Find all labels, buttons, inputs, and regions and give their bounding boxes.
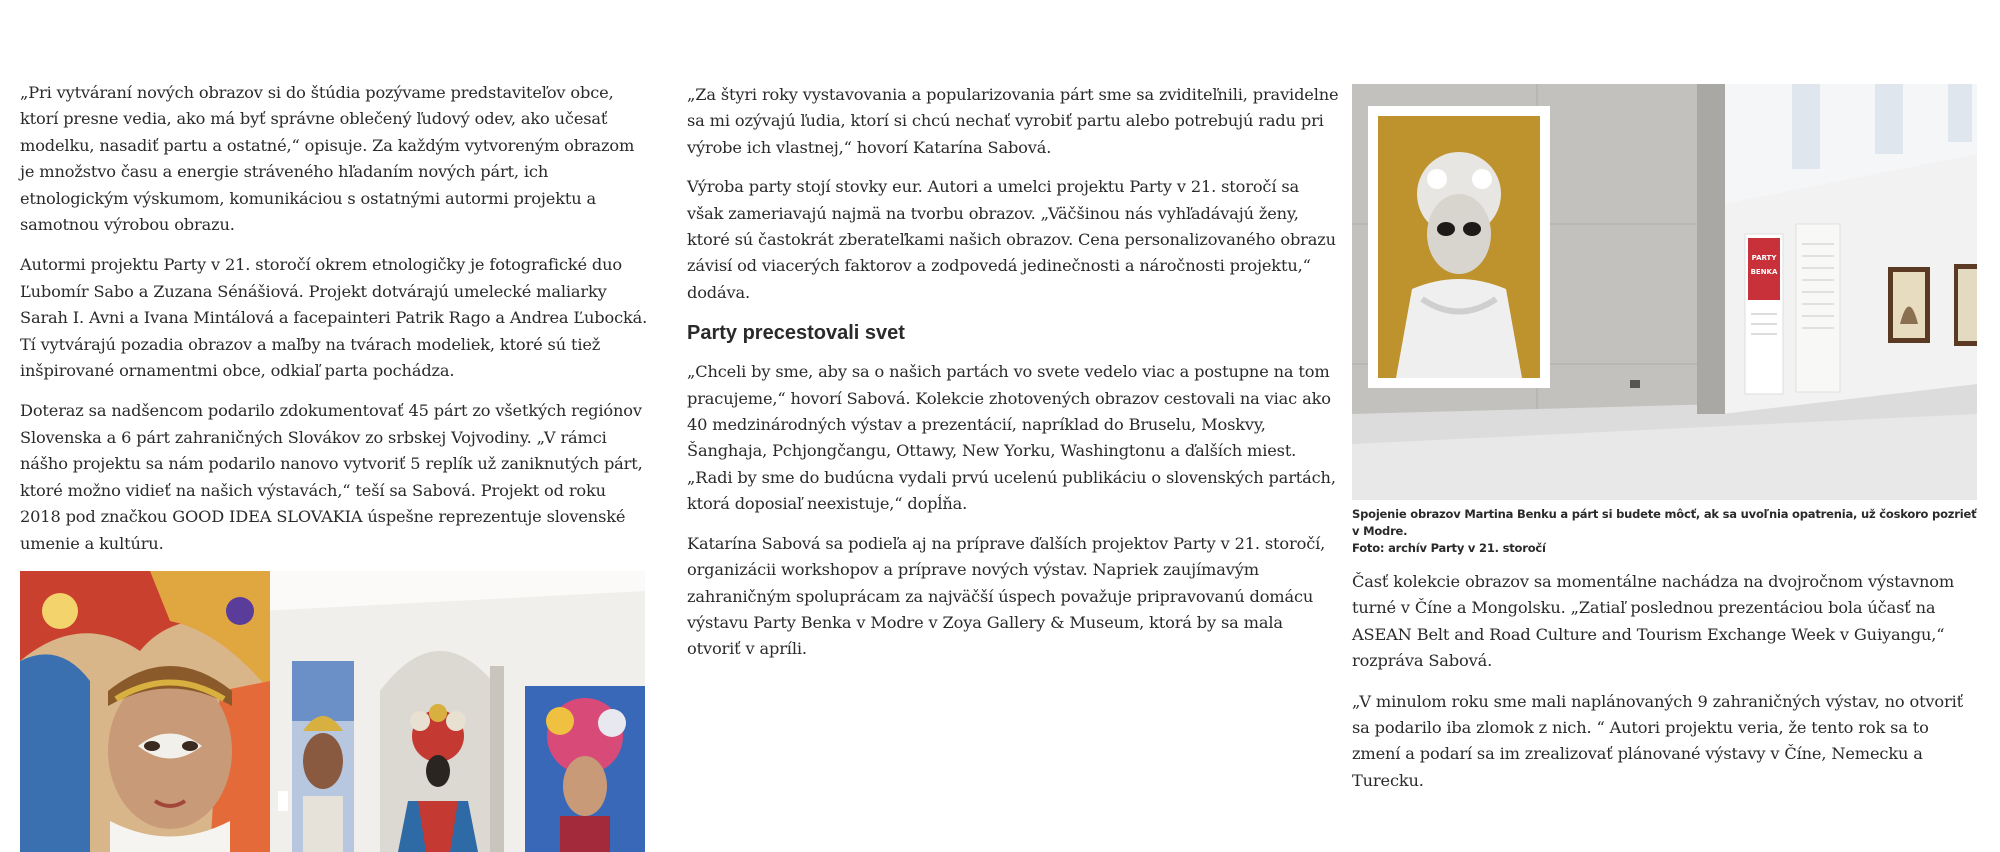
caption-credit: Foto: archív Party v 21. storočí (1352, 541, 1546, 555)
photo-caption (1352, 506, 1977, 557)
paragraph: Časť kolekcie obrazov sa momentálne nachádza na dvojročnom výstavnom turné v Číne a Mongolsku. „Zatiaľ poslednou prezentáciou bola účasť na ASEAN Belt and Road Culture and Tourism Exchange Week v Guiyangu,“ rozpráva Sabová. (1352, 572, 1955, 671)
paragraph: Výroba party stojí stovky eur. Autori a umelci projektu Party v 21. storočí sa však zameriavajú najmä na tvorbu obrazov. „Väčšinou nás vyhľadávajú ženy, ktoré sú častokrát zberateľkami našich obrazov. Cena personalizovaného obrazu závisí od viacerých faktorov a zodpovedá jedinečnosti a náročnosti projektu,“ dodáva. (687, 177, 1336, 302)
paragraph: „Za štyri roky vystavovania a popularizovania párt sme sa zviditeľnili, pravidelne sa mi ozývajú ľudia, ktorí si chcú nechať vyrobiť partu alebo potrebujú radu pri výrobe ich vlastnej,“ hovorí Katarína Sabová. (687, 85, 1339, 157)
article-column-1 (20, 80, 648, 852)
poster-text: PARTY (1751, 254, 1777, 262)
paragraph: Katarína Sabová sa podieľa aj na príprave ďalších projektov Party v 21. storočí, organizácii workshopov a príprave nových výstav. Napriek zaujímavým zahraničným spoluprácam za najväčší úspech považuje pripravovanú domácu výstavu Party Benka v Modre v Zoya Gallery & Museum, ktorá by sa mala otvoriť v apríli. (687, 533, 1326, 659)
article-column-2 (687, 82, 1339, 676)
paragraph: Autormi projektu Party v 21. storočí okrem etnologičky je fotografické duo Ľubomír Sabo a Zuzana Sénášiová. Projekt dotvárajú umelecké maliarky Sarah I. Avni a Ivana Mintálová a facepainteri Patrik Rago a Andrea Ľubocká. Tí vytvárajú pozadia obrazov a maľby na tvárach modeliek, ktoré sú tiež inšpirované ornamentmi obce, odkiaľ parta pochádza. (20, 255, 648, 381)
caption-text: Spojenie obrazov Martina Benku a párt si budete môcť, ak sa uvoľnia opatrenia, už čoskoro pozrieť v Modre. (1352, 507, 1977, 538)
paragraph: Doteraz sa nadšencom podarilo zdokumentovať 45 párt zo všetkých regiónov Slovenska a 6 párt zahraničných Slovákov zo srbskej Vojvodiny. „V rámci nášho projektu sa nám podarilo nanovo vytvoriť 5 replík už zaniknutých párt, ktoré možno vidieť na našich výstavách,“ teší sa Sabová. Projekt od roku 2018 pod značkou GOOD IDEA SLOVAKIA úspešne reprezentuje slovenské umenie a kultúru. (20, 401, 643, 553)
section-heading: Party precestovali svet (687, 322, 905, 345)
paragraph: „Pri vytváraní nových obrazov si do štúdia pozývame predstaviteľov obce, ktorí presne vedia, ako má byť správne oblečený ľudový odev, ako učesať modelku, nasadiť partu a ostatné,“ opisuje. Za každým vytvoreným obrazom je množstvo času a energie stráveného hľadaním nových párt, ich etnologickým výskumom, komunikáciou s ostatnými autormi projektu a samotnou výrobou obrazu. (20, 83, 635, 235)
exhibition-photo-gallery (1352, 84, 1977, 500)
paragraph: „Chceli by sme, aby sa o našich partách vo svete vedelo viac a postupne na tom pracujeme,“ hovorí Sabová. Kolekcie zhotovených obrazov cestovali na viac ako 40 medzinárodných výstav a prezentácií, napríklad do Bruselu, Moskvy, Šanghaja, Pchjongčangu, Ottawy, New Yorku, Washingtonu a ďalších miest. „Radi by sme do budúcna vydali prvú ucelenú publikáciu o slovenských partách, ktorá doposiaľ neexistuje,“ dopĺňa. (687, 362, 1336, 514)
svg-text:BENKA: BENKA (1750, 268, 1778, 276)
paragraph: „V minulom roku sme mali naplánovaných 9 zahraničných výstav, no otvoriť sa podarilo iba zlomok z nich. “ Autori projektu veria, že tento rok sa to zmení a podarí sa im zrealizovať plánované výstavy v Číne, Nemecku a Turecku. (1352, 691, 1963, 790)
article-column-3 (1352, 84, 1977, 808)
exhibition-photo-portraits (20, 571, 645, 852)
